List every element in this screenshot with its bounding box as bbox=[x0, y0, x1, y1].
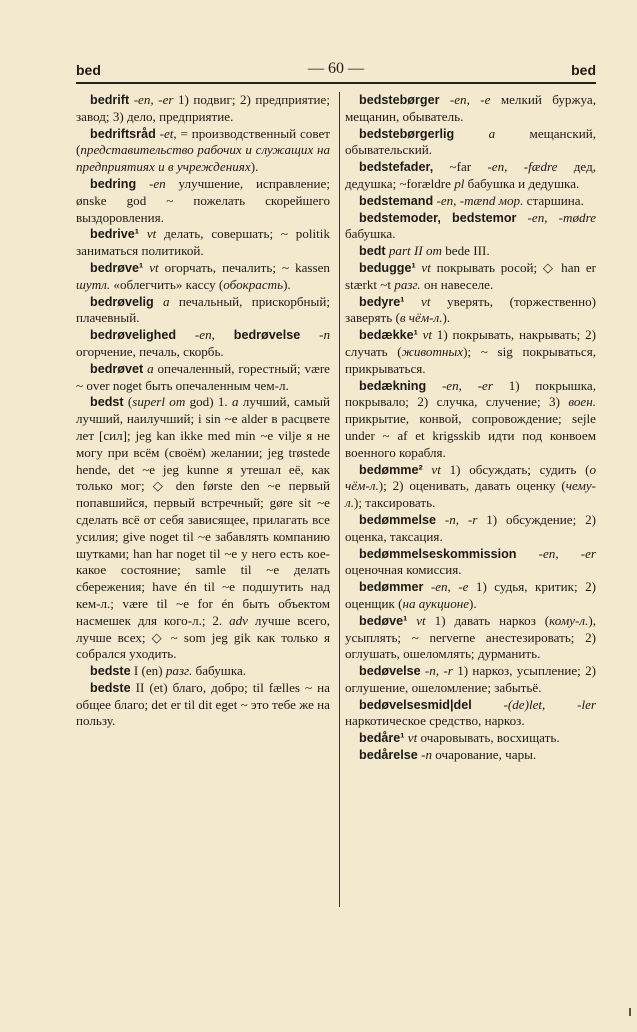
entry-grammar-note: vt bbox=[415, 259, 431, 275]
entry-text: I (en) bbox=[130, 663, 166, 679]
entry-text bbox=[215, 327, 234, 342]
entry-grammar-note: -en, -e bbox=[423, 579, 469, 595]
entry-grammar-note: adv bbox=[229, 612, 248, 628]
entry-text: лучше всего, лучше всех; ◇ ~ som jeg gik как только я собрался уходить. bbox=[76, 612, 330, 662]
entry-text: бабушка и дедушка. bbox=[464, 175, 580, 191]
dictionary-entry bbox=[345, 378, 596, 462]
dictionary-entry bbox=[345, 579, 596, 613]
entry-headword: bedstemand bbox=[359, 193, 434, 208]
dictionary-entry bbox=[345, 294, 596, 328]
entry-headword: bedøve¹ bbox=[359, 613, 408, 628]
header-right-guideword: bed bbox=[571, 62, 596, 78]
entry-text: ~far bbox=[433, 159, 488, 175]
entry-grammar-note: чему-л. bbox=[345, 478, 596, 511]
entry-headword: bedømmelseskommission bbox=[359, 546, 517, 561]
entry-headword: bedække¹ bbox=[359, 328, 418, 343]
entry-headword: bedømmelse bbox=[359, 512, 436, 527]
entry-headword: bedste bbox=[90, 680, 131, 695]
dictionary-entry bbox=[76, 294, 330, 328]
entry-headword: bedstebørger bbox=[359, 93, 440, 107]
entry-grammar-note: -en, bbox=[176, 327, 215, 343]
dictionary-entry bbox=[76, 92, 330, 126]
entry-text: оценочная комиссия. bbox=[345, 562, 462, 578]
dictionary-entry bbox=[345, 243, 596, 260]
entry-text: очарование, чары. bbox=[432, 747, 537, 763]
page-number: — 60 — bbox=[308, 60, 364, 77]
entry-text: ), усыплять; ~ nerverne анестезировать; 2) оглушать, ошеломлять; дурманить. bbox=[345, 612, 596, 662]
dictionary-entry bbox=[345, 613, 596, 663]
left-column bbox=[76, 92, 330, 730]
header-left-guideword: bed bbox=[76, 62, 101, 78]
entry-text: печальный, прискорбный; плачевный. bbox=[76, 293, 330, 326]
entry-headword: bedømmer bbox=[359, 580, 424, 595]
entry-headword: bedst bbox=[90, 395, 124, 410]
entry-headword: bedyre¹ bbox=[359, 294, 405, 309]
header-rule bbox=[76, 82, 596, 84]
entry-grammar-note: -n bbox=[300, 327, 330, 343]
entry-text: мелкий буржуа, мещанин, обыватель. bbox=[345, 92, 596, 124]
entry-headword: bedriftsråd bbox=[90, 126, 156, 141]
entry-grammar-note: -n, -r bbox=[420, 663, 453, 679]
dictionary-entry bbox=[76, 394, 330, 663]
entry-grammar-note: -n, -r bbox=[436, 511, 478, 527]
entry-headword: bedrøvet bbox=[90, 361, 144, 376]
entry-text: уверять, (торжественно) заверять ( bbox=[345, 293, 596, 326]
entry-headword: bedstemoder, bbox=[359, 210, 441, 225]
entry-grammar-note: -en, -fædre bbox=[487, 159, 558, 175]
entry-headword: bedste bbox=[90, 664, 131, 679]
entry-grammar-note: vt bbox=[404, 293, 431, 309]
entry-text: бабушка. bbox=[192, 663, 247, 679]
entry-headword: bedugge¹ bbox=[359, 260, 416, 275]
entry-text: огорчение, печаль, скорбь. bbox=[76, 343, 224, 359]
entry-headword: bedrøvelighed bbox=[90, 328, 177, 343]
running-header bbox=[76, 60, 596, 82]
entry-headword: bedøvelse bbox=[359, 664, 421, 679]
entry-text: ). bbox=[442, 310, 451, 326]
entry-text: ). bbox=[283, 276, 291, 292]
entry-text: 1) наркоз, усыпление; 2) оглушение, ошеломление; забытьё. bbox=[345, 663, 597, 695]
entry-grammar-note: -en, -er bbox=[129, 92, 174, 107]
entry-text: опечаленный, горестный; være ~ over noget быть опечаленным чем-л. bbox=[76, 360, 330, 393]
entry-grammar-note: vt bbox=[139, 226, 157, 242]
entry-grammar-note: разг. bbox=[394, 276, 421, 292]
entry-grammar-note: о чём-л. bbox=[345, 461, 596, 494]
dictionary-entry bbox=[345, 747, 596, 764]
dictionary-entry bbox=[345, 210, 596, 244]
dictionary-entry bbox=[345, 462, 596, 512]
entry-text: «облегчить» кассу ( bbox=[110, 276, 224, 292]
entry-grammar-note: a bbox=[143, 360, 154, 376]
entry-grammar-note: -(de)let, -ler bbox=[471, 696, 596, 712]
entry-text: он навеселе. bbox=[420, 276, 494, 292]
entry-text: 1) давать наркоз ( bbox=[425, 612, 550, 628]
entry-text: делать, совершать; ~ politik заниматься политикой. bbox=[76, 226, 330, 259]
entry-text: 1) покрывать, накрывать; 2) случать ( bbox=[345, 327, 596, 359]
entry-grammar-note: представительство рабочих и служащих на предприятиях и в учреждениях bbox=[76, 142, 330, 175]
dictionary-entry bbox=[76, 361, 330, 395]
entry-grammar-note: vt bbox=[417, 327, 433, 343]
dictionary-entry bbox=[76, 663, 330, 680]
entry-grammar-note: шутл. bbox=[76, 276, 111, 292]
entry-text: мещанский, обывательский. bbox=[345, 125, 596, 158]
entry-text: bede III. bbox=[441, 243, 490, 259]
entry-grammar-note: vt bbox=[404, 730, 418, 746]
dictionary-entry bbox=[345, 697, 596, 731]
entry-grammar-note: -en bbox=[136, 175, 166, 191]
entry-grammar-note: на аукционе bbox=[402, 595, 470, 611]
entry-text bbox=[441, 210, 452, 225]
entry-text: прикрытие, конвой, сопровождение; sejle under ~ af et krigsskib идти под конвоем военного корабля. bbox=[345, 411, 596, 460]
entry-text: 1) судья, критик; 2) оценщик ( bbox=[345, 579, 596, 611]
entry-grammar-note: в чём-л. bbox=[399, 310, 443, 326]
entry-text: старшина. bbox=[523, 192, 584, 208]
dictionary-entry bbox=[76, 327, 330, 361]
entry-grammar-note: -n bbox=[417, 747, 432, 763]
entry-text: лучший, самый лучший, наилучший; i sin ~e alder в расцвете лет [сил]; jeg kan ikke med min ~e vilje я не могу при всём (своём) желании; jeg trøstede hende, det ~e jeg kunne я утешал её, как только мог; ◇ den første den ~e первый попавшийся, первый встречный; gøre sit ~e сделать всё от себя зависящее, прилагать все усилия; give noget til ~e забавлять компанию шутками; han har noget til ~e у него есть кое-какое состояние; samle til ~e делать сбережения; have én til ~e подшутить над кем-л.; være til ~e for én быть объектом насмешек для кого-л.; 2. bbox=[76, 394, 330, 628]
entry-text: = производственный совет ( bbox=[76, 125, 330, 158]
entry-headword: bedring bbox=[90, 176, 137, 191]
entry-text: ); таксировать. bbox=[353, 495, 436, 511]
dictionary-entry bbox=[345, 159, 596, 193]
entry-headword: bedstefader, bbox=[359, 160, 434, 175]
entry-grammar-note: -en, -e bbox=[439, 92, 491, 107]
entry-grammar-note: a bbox=[231, 394, 239, 410]
entry-text: 1) обсуждать; судить ( bbox=[440, 461, 590, 477]
entry-text: ). bbox=[469, 595, 477, 611]
dictionary-entry bbox=[345, 546, 596, 580]
entry-text: улучшение, исправление; ønske god ~ пожелать скорейшего выздоровления. bbox=[76, 175, 330, 225]
dictionary-entry bbox=[345, 730, 596, 747]
entry-variant-headword: bedstemor bbox=[452, 210, 517, 225]
entry-grammar-note: -en, -er bbox=[516, 545, 596, 561]
entry-headword: bedåre¹ bbox=[359, 731, 405, 746]
dictionary-entry bbox=[345, 663, 596, 697]
entry-headword: bedrøvelig bbox=[90, 294, 154, 309]
entry-headword: bedårelse bbox=[359, 748, 418, 763]
entry-grammar-note: part II om bbox=[385, 243, 442, 259]
entry-headword: bedt bbox=[359, 244, 386, 259]
entry-headword: bedrøve¹ bbox=[90, 260, 144, 275]
column-divider bbox=[339, 92, 340, 907]
entry-text: бабушка. bbox=[345, 226, 396, 242]
entry-grammar-note: разг. bbox=[165, 663, 193, 679]
entry-grammar-note: superl om bbox=[132, 394, 186, 410]
dictionary-entry bbox=[76, 226, 330, 260]
entry-grammar-note: кому-л. bbox=[549, 612, 589, 628]
entry-headword: bedrive¹ bbox=[90, 227, 139, 242]
entry-grammar-note: животных bbox=[401, 343, 464, 359]
edge-mark bbox=[629, 1008, 631, 1016]
entry-headword: bedøvelsesmid|del bbox=[359, 697, 472, 712]
entry-grammar-note: -en, -mødre bbox=[516, 209, 597, 225]
entry-text: дед, дедушка; ~forældre bbox=[345, 159, 596, 191]
entry-text: очаровывать, восхищать. bbox=[417, 730, 560, 746]
entry-headword: bedrift bbox=[90, 93, 130, 107]
entry-text: ); ~ sig покрываться, прикрываться. bbox=[345, 343, 596, 376]
entry-grammar-note: обокрасть bbox=[223, 276, 284, 292]
entry-grammar-note: a bbox=[153, 293, 170, 309]
dictionary-entry bbox=[345, 327, 596, 377]
entry-text: ). bbox=[250, 159, 259, 175]
dictionary-entry bbox=[345, 512, 596, 546]
dictionary-entry bbox=[345, 260, 596, 294]
entry-text: ); 2) оценивать, давать оценку ( bbox=[378, 478, 566, 494]
entry-grammar-note: -en, -er bbox=[426, 377, 493, 393]
entry-text: огорчать, печалить; ~ kassen bbox=[158, 259, 330, 275]
right-column bbox=[345, 92, 596, 764]
entry-grammar-note: воен. bbox=[568, 394, 596, 410]
entry-text: ( bbox=[123, 394, 133, 410]
dictionary-entry bbox=[76, 176, 330, 226]
entry-grammar-note: vt bbox=[407, 612, 426, 628]
dictionary-entry bbox=[345, 126, 596, 160]
dictionary-entry bbox=[76, 260, 330, 294]
entry-grammar-note: -en, -mænd мор. bbox=[433, 192, 524, 208]
entry-text: god) 1. bbox=[185, 394, 232, 410]
dictionary-entry bbox=[76, 680, 330, 730]
entry-text: покрывать росой; ◇ han er stærkt ~t bbox=[345, 259, 596, 292]
entry-grammar-note: pl bbox=[454, 175, 465, 191]
dictionary-entry bbox=[76, 126, 330, 176]
entry-grammar-note: vt bbox=[143, 259, 159, 275]
entry-text: 1) подвиг; 2) предприятие; завод; 3) дело, предприятие. bbox=[76, 92, 331, 124]
entry-text: II (et) благо, добро; til fælles ~ на общее благо; det er til dit eget ~ это тебе же на пользу. bbox=[76, 679, 330, 729]
entry-grammar-note: a bbox=[454, 125, 496, 141]
entry-grammar-note: vt bbox=[422, 461, 441, 477]
entry-text: 1) покрышка, покрывало; 2) случка, случение; 3) bbox=[345, 377, 596, 410]
entry-headword: bedækning bbox=[359, 378, 427, 393]
dictionary-entry bbox=[345, 92, 596, 126]
entry-variant-headword: bedrøvelse bbox=[233, 328, 301, 343]
entry-text: 1) обсуждение; 2) оценка, таксация. bbox=[345, 511, 596, 544]
entry-text: наркотическое средство, наркоз. bbox=[345, 713, 525, 729]
dictionary-entry bbox=[345, 193, 596, 210]
entry-grammar-note: -et, bbox=[155, 125, 177, 141]
entry-headword: bedstebørgerlig bbox=[359, 126, 455, 141]
entry-headword: bedømme² bbox=[359, 462, 423, 477]
